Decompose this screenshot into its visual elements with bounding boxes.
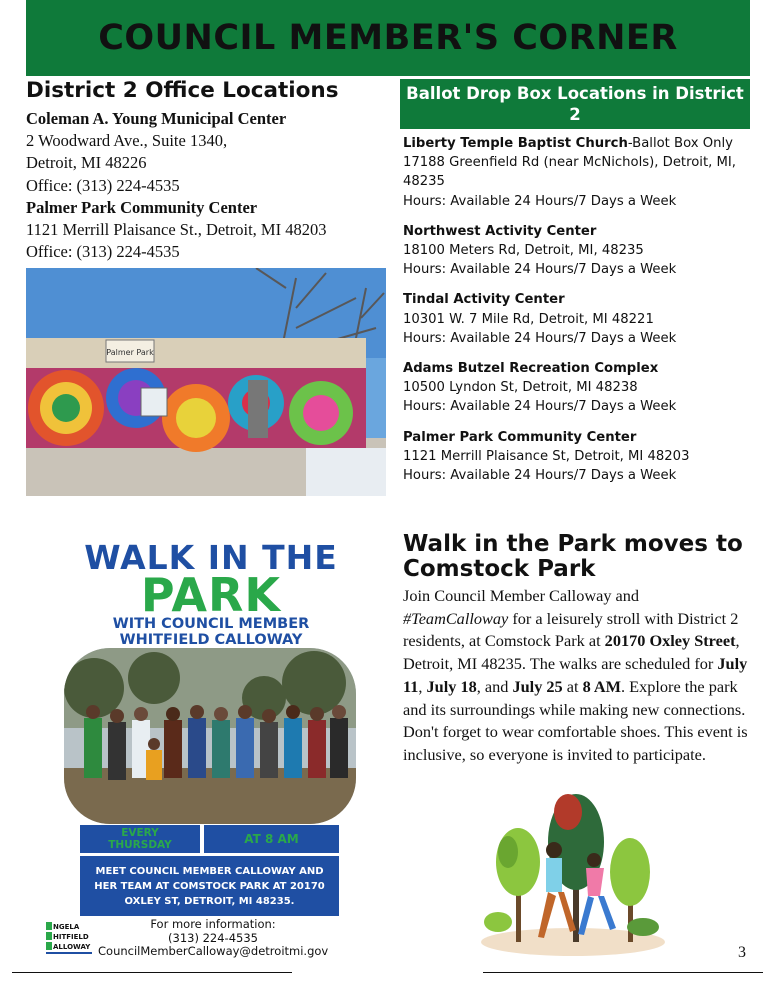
walk-time: 8 AM bbox=[582, 676, 622, 696]
office-name: Coleman A. Young Municipal Center bbox=[26, 109, 287, 128]
meet-text: MEET COUNCIL MEMBER CALLOWAY AND HER TEAM AT COMSTOCK PARK AT 20170 OXLEY ST, DETROIT, MI 48235. bbox=[94, 865, 325, 907]
contact-label: For more information: bbox=[150, 917, 276, 931]
walk-description bbox=[403, 585, 748, 767]
ballot-heading: Ballot Drop Box Locations in District 2 bbox=[400, 79, 750, 129]
ballot-name: Northwest Activity Center bbox=[403, 223, 597, 239]
text-run: Join Council Member Calloway and bbox=[403, 586, 640, 605]
palmer-park-photo bbox=[26, 268, 386, 496]
office-address: 2 Woodward Ave., Suite 1340, bbox=[26, 131, 228, 151]
ballot-item bbox=[403, 222, 758, 280]
meet-box bbox=[80, 856, 339, 916]
page-title: COUNCIL MEMBER'S CORNER bbox=[98, 18, 678, 58]
ballot-address: 17188 Greenfield Rd (near McNichols), Detroit, MI, 48235 bbox=[403, 155, 736, 190]
ballot-address: 1121 Merrill Plaisance St, Detroit, MI 48203 bbox=[403, 448, 690, 464]
flyer-subtitle-line: WITH COUNCIL MEMBER bbox=[112, 616, 310, 632]
walk-date: July 11 bbox=[403, 654, 748, 696]
ballot-name: Adams Butzel Recreation Complex bbox=[403, 361, 659, 377]
ballot-item bbox=[403, 428, 758, 486]
text-run: . Explore the park and its surroundings while making new connections. Don't forget to wear comfortable shoes. This event is inclusive, so everyone is invited to participate. bbox=[403, 676, 748, 764]
footer-rule bbox=[12, 972, 292, 973]
ballot-hours: Hours: Available 24 Hours/7 Days a Week bbox=[403, 399, 677, 415]
group-photo bbox=[64, 648, 356, 824]
schedule-day-box bbox=[80, 825, 200, 853]
svg-text:NGELA: NGELA bbox=[53, 923, 80, 931]
text-run: at bbox=[562, 676, 583, 696]
office-name: Palmer Park Community Center bbox=[26, 197, 258, 217]
ballot-name: Tindal Activity Center bbox=[403, 292, 565, 308]
text-run: for a leisurely stroll with District 2 residents, at Comstock Park at bbox=[403, 608, 739, 651]
ballot-hours: Hours: Available 24 Hours/7 Days a Week bbox=[403, 262, 677, 278]
flyer-title-park: PARK bbox=[140, 568, 282, 622]
flyer-subtitle-line: WHITFIELD CALLOWAY bbox=[119, 632, 303, 648]
flyer-subtitle bbox=[46, 616, 376, 648]
ballot-list bbox=[403, 134, 758, 496]
flyer-contact bbox=[98, 918, 328, 959]
ballot-hours: Hours: Available 24 Hours/7 Days a Week bbox=[403, 330, 677, 346]
contact-email: CouncilMemberCalloway@detroitmi.gov bbox=[98, 944, 329, 958]
office-locations-heading: District 2 Office Locations bbox=[26, 78, 339, 103]
office-locations bbox=[26, 108, 386, 263]
ballot-hours: Hours: Available 24 Hours/7 Days a Week bbox=[403, 193, 677, 209]
contact-phone: (313) 224-4535 bbox=[168, 930, 258, 945]
office-address: Detroit, MI 48226 bbox=[26, 153, 147, 173]
svg-text:HITFIELD: HITFIELD bbox=[53, 933, 89, 941]
walk-date: July 18 bbox=[426, 676, 477, 696]
ballot-suffix: -Ballot Box Only bbox=[627, 136, 733, 151]
svg-text:ALLOWAY: ALLOWAY bbox=[53, 943, 91, 951]
ballot-address: 10301 W. 7 Mile Rd, Detroit, MI 48221 bbox=[403, 311, 654, 327]
ballot-name: Palmer Park Community Center bbox=[403, 429, 637, 445]
office-phone: Office: (313) 224-4535 bbox=[26, 175, 180, 195]
ballot-address: 18100 Meters Rd, Detroit, MI, 48235 bbox=[403, 243, 644, 259]
sign-text: Palmer Park bbox=[106, 348, 154, 357]
street-address: 20170 Oxley Street bbox=[604, 631, 736, 651]
text-run: , Detroit, MI 48235. The walks are scheduled for bbox=[403, 631, 740, 674]
schedule-day: THURSDAY bbox=[108, 839, 172, 851]
ballot-hours: Hours: Available 24 Hours/7 Days a Week bbox=[403, 468, 677, 484]
ballot-item bbox=[403, 134, 758, 211]
office-phone: Office: (313) 224-4535 bbox=[26, 242, 180, 262]
page-number: 3 bbox=[738, 944, 746, 961]
walk-flyer bbox=[46, 532, 366, 964]
walk-heading: Walk in the Park moves to Comstock Park bbox=[403, 531, 743, 582]
calloway-logo bbox=[46, 920, 96, 956]
flyer-title-line1: WALK IN THE bbox=[84, 538, 338, 577]
schedule-every: EVERY bbox=[121, 827, 159, 839]
ballot-address: 10500 Lyndon St, Detroit, MI 48238 bbox=[403, 380, 638, 396]
schedule-time-box: AT 8 AM bbox=[204, 825, 339, 853]
text-run: , and bbox=[476, 676, 513, 696]
text-run: , bbox=[418, 676, 427, 696]
ballot-name: Liberty Temple Baptist Church bbox=[403, 136, 628, 151]
walk-date: July 25 bbox=[512, 676, 563, 696]
hashtag: #TeamCalloway bbox=[403, 608, 509, 628]
header-banner bbox=[26, 0, 750, 76]
office-address: 1121 Merrill Plaisance St., Detroit, MI 48203 bbox=[26, 220, 327, 240]
walking-couple-illustration bbox=[478, 792, 668, 958]
ballot-item bbox=[403, 359, 758, 417]
ballot-item bbox=[403, 290, 758, 348]
footer-rule bbox=[483, 972, 763, 973]
